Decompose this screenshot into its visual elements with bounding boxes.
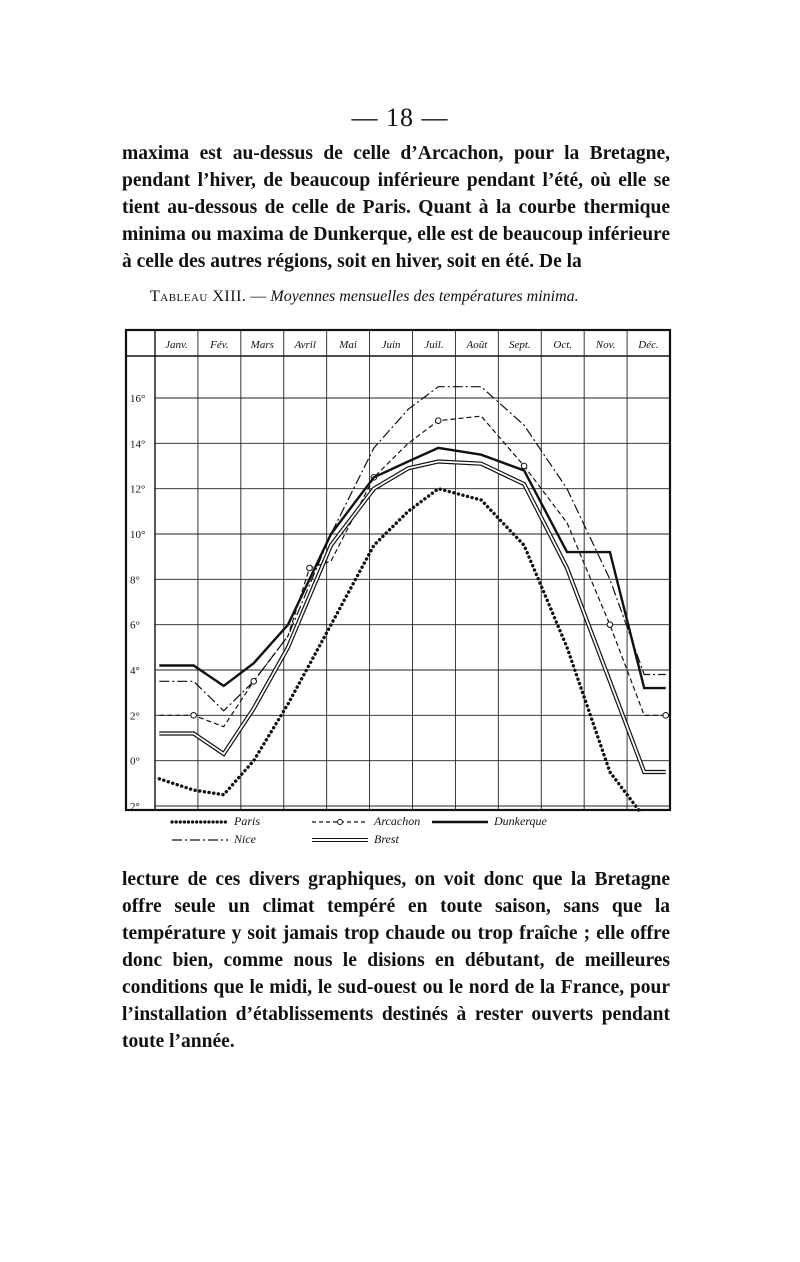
- x-tick-label: Mars: [250, 339, 274, 351]
- legend-label-dunkerque: Dunkerque: [494, 814, 547, 828]
- y-tick-label: 2°: [130, 801, 140, 812]
- legend-item-dunkerque: [430, 814, 547, 829]
- legend-label-arcachon: Arcachon: [374, 814, 421, 828]
- x-tick-label: Mai: [339, 339, 357, 351]
- paragraph-top: maxima est au-dessus de celle d’Arcachon, pour la Bretagne, pendant l’hiver, de beaucoup inférieure pendant l’été, où elle se tient au-dessous de celle de Paris. Quant à la courbe thermique minima ou maxima de Dunkerque, elle est de beaucoup inférieure à celle des autres régions, soit en hiver, soit en été. De la: [122, 143, 670, 272]
- series-point-arcachon: [191, 713, 197, 719]
- chart-frame: [126, 330, 670, 810]
- paragraph-bottom: lecture de ces divers graphiques, on voit donc que la Bretagne offre seule un climat tempéré en toute saison, sans que la température y soit jamais trop chaude ou trop fraîche ; elle offre donc bien, comme nous le disions en débutant, de meilleures conditions que le midi, le sud-ouest ou le nord de la France, pour l’installation d’établissements destinés à rester ouverts pendant toute l’année.: [122, 869, 670, 1052]
- chart-labels: [130, 339, 659, 812]
- y-tick-label: 4°: [130, 665, 140, 677]
- y-tick-label: 14°: [130, 438, 146, 451]
- caption-label: Tableau XIII.: [150, 288, 247, 305]
- legend-item-nice: [170, 832, 256, 847]
- x-tick-label: Avril: [294, 339, 316, 351]
- x-tick-label: Déc.: [638, 339, 659, 351]
- x-tick-label: Sept.: [508, 339, 531, 351]
- x-tick-label: Fév.: [210, 339, 229, 351]
- x-tick-label: Janv.: [165, 339, 188, 351]
- y-tick-label: 2°: [130, 710, 140, 723]
- x-tick-label: Août: [466, 339, 488, 351]
- y-tick-label: 6°: [130, 619, 140, 632]
- legend-swatch-paris: [170, 818, 230, 826]
- legend-label-brest: Brest: [374, 832, 399, 846]
- figure-caption: [150, 288, 670, 306]
- legend-swatch-dunkerque: [430, 818, 490, 826]
- x-tick-label: Juin: [381, 339, 401, 351]
- legend-swatch-brest: [310, 836, 370, 844]
- legend-swatch-nice: [170, 836, 230, 844]
- series-point-arcachon: [435, 418, 441, 424]
- series-point-arcachon: [663, 713, 669, 719]
- chart-series: [159, 387, 668, 812]
- page-number: — 18 —: [351, 103, 449, 132]
- series-point-arcachon: [251, 679, 257, 685]
- y-tick-label: 8°: [130, 574, 140, 587]
- legend-label-nice: Nice: [234, 832, 256, 846]
- legend-swatch-arcachon: [310, 818, 370, 826]
- legend-label-paris: Paris: [234, 814, 261, 828]
- series-point-arcachon: [521, 463, 527, 469]
- caption-dash: —: [246, 288, 271, 305]
- temperature-chart: [120, 326, 672, 812]
- legend-item-arcachon: [310, 814, 420, 829]
- chart-grid: [126, 330, 670, 810]
- legend-item-paris: [170, 814, 260, 829]
- y-tick-label: 0°: [130, 755, 140, 768]
- series-point-arcachon: [307, 565, 313, 571]
- chart-legend: [140, 812, 670, 852]
- x-tick-label: Juil.: [424, 339, 444, 351]
- y-tick-label: 16°: [130, 393, 146, 405]
- x-tick-label: Nov.: [595, 339, 616, 351]
- caption-title: Moyennes mensuelles des températures minima.: [270, 288, 579, 305]
- x-tick-label: Oct.: [553, 339, 573, 351]
- series-point-arcachon: [607, 622, 613, 628]
- y-tick-label: 10°: [130, 529, 146, 541]
- y-tick-label: 12°: [130, 483, 146, 496]
- legend-item-brest: [310, 832, 399, 847]
